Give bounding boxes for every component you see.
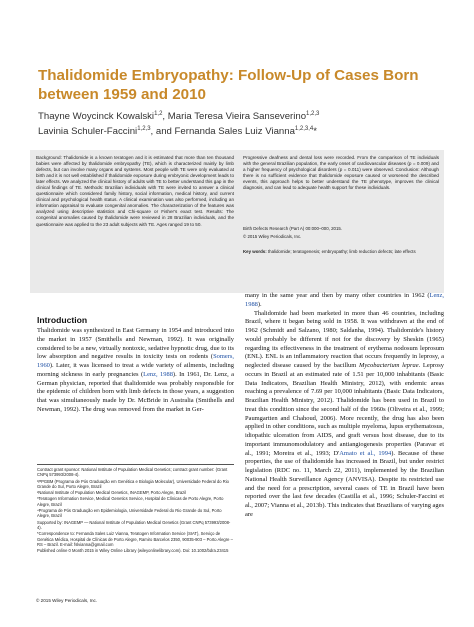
author-2: , Maria Teresa Vieira Sanseverino (162, 111, 307, 123)
footnote: Published online 0 Month 2015 in Wiley Online Library (wileyonlinelibrary.com). Doi: 10.1002/bdra.23415 (37, 548, 229, 554)
section-heading-introduction: Introduction (37, 315, 88, 325)
species-name: Mycobacterium leprae (358, 362, 419, 369)
intro-paragraph (37, 327, 234, 415)
footnote: ³Teratogen Information Service, Medical Genetics Service, Hospital de Clínicas de Porto Alegre, Porto Alegre, Brazil (37, 496, 224, 507)
right-text-b: ). (257, 300, 262, 308)
author-1-affil: 1,2 (154, 111, 163, 117)
right-text-d: . Leprosy occurs in Brazil at an estimated rate of 1.51 per 10,000 inhabitants (Basic Data Indicators, Brazilian Health Ministry, 2012), with endemic areas reaching a prevalence of 7.69 per 10,000 inhabitants (Basic Data Indicators, Brazilian Health Ministry, 2012). Thalidomide has been used in Brazil to treat this condition since the second half of the 1960s (Oliveira et al., 1999; Paumgartten and Chahoud, 2006). More recently, the drug has also been applied in other conditions, such as multiple myeloma, lupus erythematosus, idiopathic ulceration from AIDS, and graft versus host disease, due to its important immunomodulatory and antiangiogenesis properties (Paravar et al., 1991; Moreira et al., 1993; D' (245, 362, 444, 457)
body-left-column (37, 327, 234, 415)
footnote: ⁴Programa de Pós Graduação em Epidemiologia, Universidade Federal do Rio Grande do Sul, Porto Alegre, Brazil (37, 508, 222, 519)
intro-text-b: ). Later, it was licensed to treat a wide variety of ailments, including morning sickness in early pregnancies ( (37, 362, 234, 378)
author-list (38, 108, 448, 138)
author-3: Lavinia Schuler-Faccini (38, 126, 138, 138)
corresponding-marker: * (313, 126, 318, 138)
author-4-affil: 1,2,3,4 (294, 126, 314, 133)
footnote: *Correspondence to: Fernanda Sales Luiz Vianna, Teratogen Information Service (SIAT), Serviço de Genética Médica, Hospital de Clínicas de Porto Alegre, Ramiro Barcelos 2350, 90035-903 – Porto Alegre – RS – Brazil. E-mail: fslvianna@gmail.com (37, 531, 233, 548)
abstract-right-column: Progressive deafness and dental loss were recorded. From the comparison of TE individuals with the general Brazilian population, the early onset of cardiovascular diseases (p = 0.009) and a higher frequency of psychological disorders (p = 0.011) were observed. Conclusion: Although there is no sufficient evidence that thalidomide exposure caused or worsened the described events, this approach helps to better understand the TE phenotype, improves the clinical diagnosis, and can lead to adequate health support for these individuals. (243, 155, 439, 191)
abstract-copyright: © 2015 Wiley Periodicals, Inc. (243, 234, 302, 240)
keywords-list: thalidomide; teratogenesis; embryopathy; limb reduction defects; late effects (267, 249, 416, 254)
right-text-e: ). Because of these properties, the use of thalidomide has increased in Brazil, but under restrict legislation (RDC no. 11, March 22, 2011), implemented by the Brazilian National Health Surveillance Agency (ANVISA). Despite its restricted use and the need for a prescription, several cases of TE in Brazil have been reported over the last few decades (Castilla et al., 1996; Schuler-Faccini et al., 2007; Vianna et al., 2013b). This indicates that Brazilians of varying ages are (245, 449, 445, 518)
author-1: Thayne Woycinck Kowalski (38, 111, 155, 123)
keywords-label: Key words: (243, 249, 267, 254)
history-paragraph (245, 310, 444, 520)
citation-link[interactable]: Lenz, 1988 (143, 370, 173, 378)
citation-link[interactable]: Somers, 1960 (37, 353, 234, 369)
abstract-meta (243, 226, 439, 242)
author-4: , and Fernanda Sales Luiz Vianna (150, 126, 295, 138)
article-title: Thalidomide Embryopathy: Follow-Up of Cases Born between 1959 and 2010 (38, 67, 419, 103)
page-copyright: © 2015 Wiley Periodicals, Inc. (36, 598, 98, 603)
footnote: ¹PPGBM (Programa de Pós Graduação em Genética e Biologia Molecular), Universidade Federal do Rio Grande do Sul, Porto Alegre, Brazil (37, 478, 229, 490)
intro-text-a: Thalidomide was synthesized in East Germany in 1954 and introduced into the market in 1957 (Smithells and Newman, 1992). It was originally considered to be a new, virtually nontoxic, sedative hypnotic drug, due to its low absorption and negative results in toxicity tests on rodents ( (37, 327, 234, 361)
keywords (243, 249, 439, 255)
footnote-divider (37, 464, 234, 465)
footnote: ²National Institute of Population Medical Genetics, INAGEMP, Porto Alegre, Brazil (37, 490, 187, 496)
citation-link[interactable]: Lenz, 1988 (245, 292, 444, 308)
author-2-affil: 1,2,3 (306, 111, 320, 117)
intro-text-c: ). In 1961, Dr. Lenz, a German physician, reported that thalidomide was probably responsible for the epidemic of children born with limb defects in those years, a suggestion that was simultaneously made by Dr. McBride in Australia (Smithells and Newman, 1992). The drug was removed from the market in Ger- (37, 370, 235, 413)
author-3-affil: 1,2,3 (137, 126, 151, 133)
footnotes (37, 467, 234, 554)
right-text-a: many in the same year and then by many other countries in 1962 ( (245, 292, 430, 299)
footnote: Contract grant sponsor: National Institute of Population Medical Genetics; contract grant number: (Grant CNPq 573993/2008-4). (37, 467, 228, 478)
right-text-c: Thalidomide had been marketed in more than 46 countries, including Brazil, where it began being sold in 1958. It was withdrawn at the end of 1962 (Schmidt and Salzano, 1980; Saldanha, 1994). Thalidomide's history would probably be different if not for the discovery by Sheskin (1965) regarding its effectiveness in the treatment of erythema nodosum leprosum (ENL). ENL is an inflammatory reaction that occurs frequently in leprosy, a neglected disease caused by the bacillum (245, 309, 444, 369)
continued-paragraph (245, 292, 444, 310)
journal-citation: Birth Defects Research (Part A) 00:000–000, 2015. (243, 226, 343, 231)
citation-link[interactable]: Amato et al., 1994 (339, 449, 392, 457)
abstract-left-column: Background: Thalidomide is a known teratogen and it is estimated that more than ten thousand babies were affected by thalidomide embryopathy (TE), which is characterized mainly by limb defects, but can involve many organs and systems. Most people with TE were only evaluated at birth and it is not well established if thalidomide exposure during embryonic development leads to later effects. We analyzed the clinical history of adults with TE to better understand this gap in the clinical findings of TE. Methods: Brazilian individuals with TE were invited to answer a clinical questionnaire which considered family history, social information, medical history, and current clinical and psychological health status. A clinical examination was also performed, including an information appraisal to evaluate congenital anomalies. The characterization of the features was analyzed using descriptive statistics and Chi-square or Fisher's exact test. Results: The congenital anomalies caused by thalidomide were reviewed in 28 Brazilian individuals, and the questionnaire was applied to the 23 adult subjects with TE. Ages ranged 19 to 50. (36, 155, 234, 227)
body-right-column (245, 292, 444, 520)
footnote: Supported by: INAGEMP — National Institute of Population Medical Genetics (Grant CNPq 573993/2008-4). (37, 519, 231, 531)
